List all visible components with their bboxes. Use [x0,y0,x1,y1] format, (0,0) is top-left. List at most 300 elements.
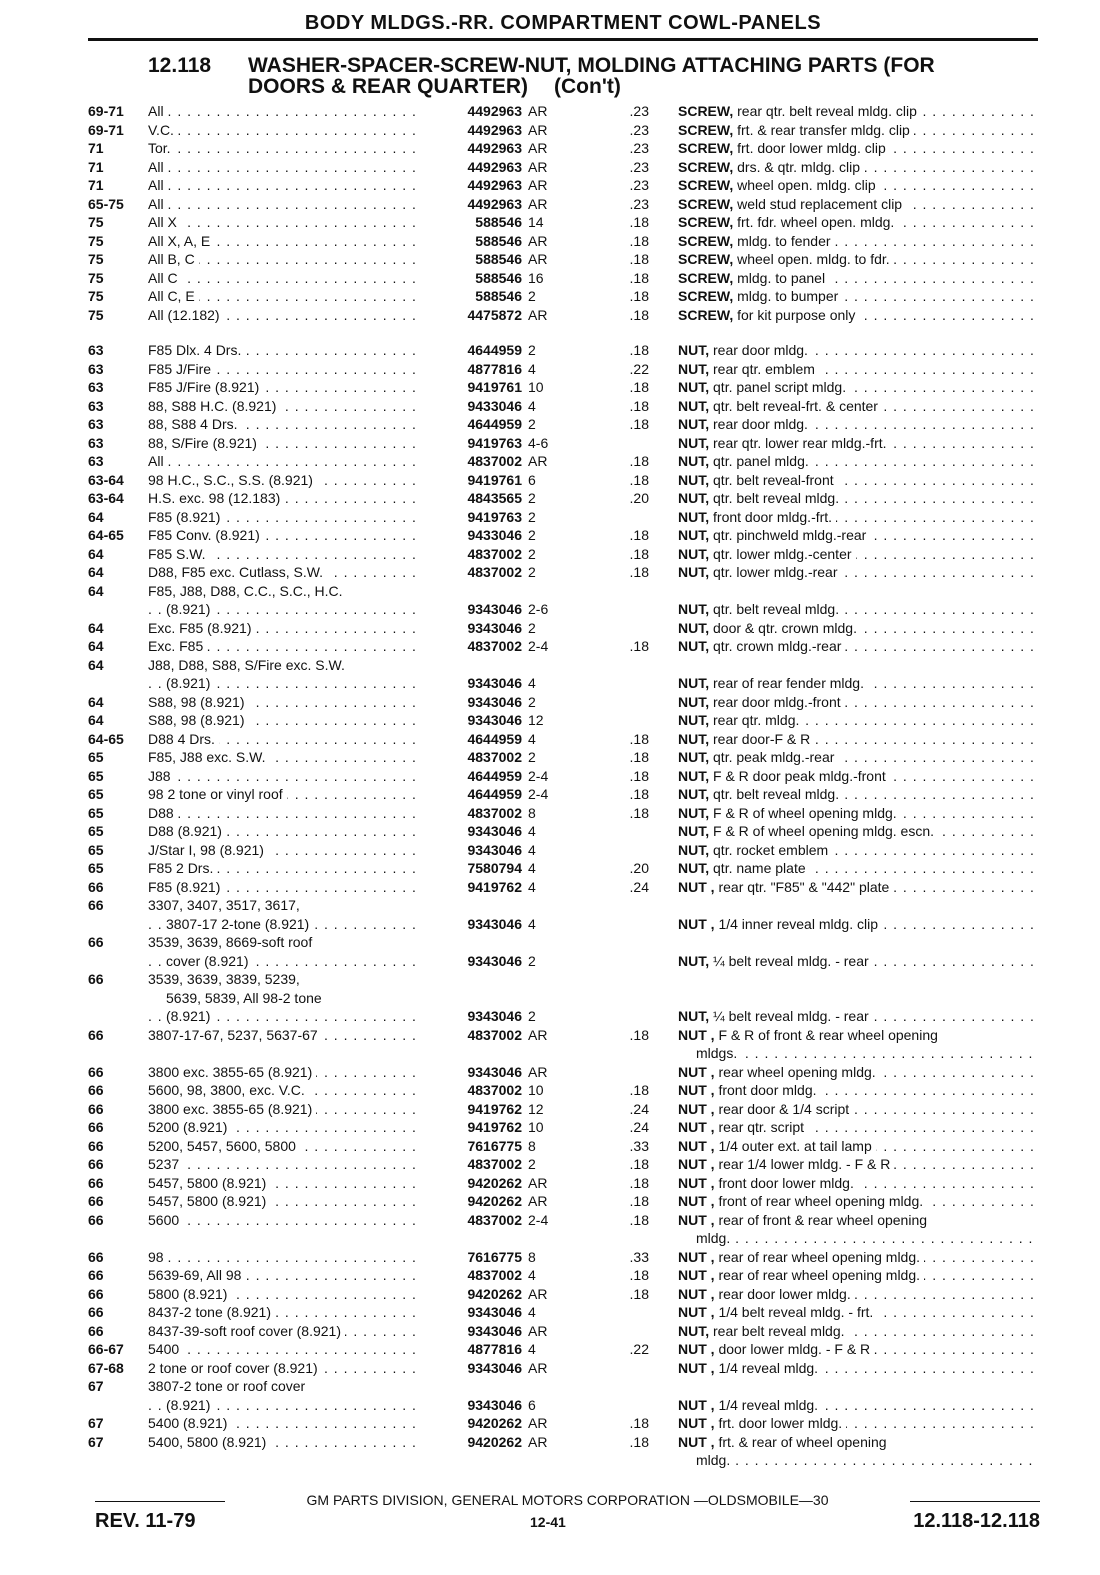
quantity [528,378,578,397]
part-noun: NUT, [678,804,710,821]
parts-row [88,545,1038,564]
model-year [88,1211,148,1230]
part-detail: frt. door lower mldg. [718,1415,843,1431]
model-description-text: S88, 98 (8.921) [148,694,249,710]
list-price [593,878,653,897]
part-description-text [678,196,906,212]
quantity-text: 2 [528,490,540,506]
model-year [88,878,148,897]
model-year-text: 63 [88,398,108,414]
parts-row [88,452,1038,471]
part-description-text [678,1415,846,1431]
part-description [678,102,1038,121]
part-number [438,471,526,490]
part-number [438,785,526,804]
part-noun: NUT, [678,786,710,802]
part-detail: qtr. belt reveal mldg. [713,786,840,802]
list-price-text: .24 [630,1101,653,1117]
quantity [528,397,578,416]
part-number [438,397,526,416]
part-number-text: 7580794 [467,860,526,876]
model-year [88,1137,148,1156]
list-price-text: .18 [630,638,653,654]
parts-row [88,1211,1038,1230]
parts-row [88,195,1038,214]
part-description [678,526,1038,545]
part-number-text: 9343046 [467,953,526,969]
part-detail: qtr. crown mldg.-rear [713,638,842,654]
list-price-text: .23 [630,122,653,138]
quantity-text: 4 [528,675,540,691]
model-year-text: 63 [88,342,108,358]
parts-row [88,378,1038,397]
parts-row [88,1433,1038,1452]
quantity [528,121,578,140]
part-description-text [678,509,836,525]
model-year-text: 65 [88,842,108,858]
part-number [438,1007,526,1026]
part-noun: SCREW, [678,158,734,175]
model-year [88,232,148,251]
dot-leader [696,1229,1038,1248]
list-price [593,1137,653,1156]
model-year [88,508,148,527]
part-description [678,452,1038,471]
parts-row [88,508,1038,527]
model-year-text: 63-64 [88,472,128,488]
list-price-text: .18 [630,307,653,323]
quantity-text: 6 [528,472,540,488]
part-number-text: 4492963 [467,122,526,138]
quantity [528,600,578,619]
list-price [593,269,653,288]
part-description-text [678,1360,822,1376]
dot-leader [696,1451,1038,1470]
model-description-text: 5800 (8.921) [148,1286,231,1302]
quantity [528,915,578,934]
part-number [438,1396,526,1415]
part-detail: rear qtr. lower rear mldg.-frt. [713,434,887,451]
quantity-text: 2-4 [528,1212,552,1228]
quantity-text: 12 [528,712,548,728]
part-description-text [678,342,812,358]
part-description [678,360,1038,379]
part-detail: qtr. belt reveal mldg. [713,490,840,506]
part-number [438,637,526,656]
page-header: BODY MLDGS.-RR. COMPARTMENT COWL-PANELS [88,12,1038,41]
quantity [528,804,578,823]
part-noun: NUT, [678,508,710,525]
model-description-text: 3800 exc. 3855-65 (8.921) [148,1101,316,1117]
part-number [438,1155,526,1174]
parts-row [88,952,1038,971]
model-year-text: 67-68 [88,1360,128,1376]
quantity-text: 4 [528,731,540,747]
list-price [593,1155,653,1174]
quantity-text: AR [528,1286,551,1302]
quantity-text: 4 [528,916,540,932]
model-year-text: 66 [88,1156,108,1172]
model-year-text: 65 [88,860,108,876]
part-detail: rear door mldg. [713,342,808,358]
parts-row [88,1044,1038,1063]
part-number [438,674,526,693]
part-number-text: 4837002 [467,1156,526,1172]
quantity-text: 2 [528,564,540,580]
part-detail: door lower mldg. - F & R [718,1341,871,1357]
quantity [528,822,578,841]
part-number-text: 7616775 [467,1249,526,1265]
parts-row [88,1303,1038,1322]
list-price [593,378,653,397]
part-detail: mldg. to bumper [737,288,839,304]
parts-row [88,397,1038,416]
part-number-text: 4837002 [467,805,526,821]
part-number [438,1100,526,1119]
part-number-text: 4837002 [467,564,526,580]
part-number-text: 4837002 [467,546,526,562]
part-number-text: 9419761 [467,472,526,488]
part-description [678,822,1038,841]
part-description-text [678,749,838,765]
model-year [88,896,148,915]
quantity-text: 2 [528,694,540,710]
parts-row [88,1081,1038,1100]
model-description-text: F85, J88 exc. S.W. [148,749,270,765]
model-year-text: 75 [88,288,108,304]
model-year-text: 69-71 [88,103,128,119]
model-description-text: H.S. exc. 98 (12.183) [148,490,284,506]
model-description-text: 5457, 5800 (8.921) [148,1193,270,1209]
model-year-text: 64 [88,546,108,562]
model-description-text: D88 (8.921) [148,823,226,839]
model-description-text: All B, C [148,251,199,267]
parts-row [88,748,1038,767]
list-price [593,397,653,416]
quantity [528,1081,578,1100]
model-year-text: 66 [88,1286,108,1302]
quantity-text: 4 [528,1304,540,1320]
part-noun: NUT, [678,693,710,710]
list-price-text: .18 [630,398,653,414]
quantity [528,1433,578,1452]
part-noun: NUT, [678,675,710,691]
part-detail: rear wheel opening mldg. [718,1063,876,1080]
part-number-text: 9343046 [467,694,526,710]
model-year-text: 66 [88,1193,108,1209]
quantity [528,306,578,325]
part-description-text [678,805,901,821]
quantity-text: AR [528,1415,551,1431]
parts-row [88,232,1038,251]
model-description-text: 3807-17 2-tone (8.921) [166,916,313,932]
parts-row [88,619,1038,638]
list-price [593,213,653,232]
part-noun: SCREW, [678,103,734,119]
part-noun: SCREW, [678,269,734,286]
quantity-text: 14 [528,214,548,230]
part-number-text: 4837002 [467,1212,526,1228]
part-number-text: 9419762 [467,879,526,895]
part-description-text [678,879,893,895]
model-description-text: F85 J/Fire [148,361,215,377]
part-detail: rear qtr. script [718,1119,805,1135]
model-year [88,415,148,434]
list-price [593,767,653,786]
quantity [528,1303,578,1322]
part-description [678,1248,1038,1267]
part-number-text: 9419763 [467,509,526,525]
quantity [528,1322,578,1341]
quantity-text: AR [528,453,551,469]
parts-row [88,139,1038,158]
dot-leader [696,1044,1038,1063]
part-noun: NUT, [678,767,710,784]
part-description-text [678,1101,853,1117]
part-description [678,139,1038,158]
list-price [593,471,653,490]
quantity-text: 2-6 [528,601,552,617]
part-noun: NUT , [678,1119,715,1135]
part-description-text [678,1175,858,1191]
quantity-text: 2-4 [528,638,552,654]
list-price-text: .18 [630,1156,653,1172]
part-noun: NUT , [678,1341,715,1357]
part-number [438,341,526,360]
quantity-text: 2-4 [528,768,552,784]
part-noun: NUT , [678,1248,715,1265]
list-price-text: .18 [630,1286,653,1302]
part-number-text: 4837002 [467,749,526,765]
quantity [528,619,578,638]
quantity [528,545,578,564]
part-noun: NUT, [678,823,710,839]
model-year [88,619,148,638]
part-description-text [678,1156,894,1172]
quantity [528,1285,578,1304]
model-year [88,489,148,508]
part-noun: NUT, [678,490,710,506]
model-description-text: All C [148,270,182,286]
list-price [593,1211,653,1230]
part-description-text [678,786,843,802]
model-year [88,360,148,379]
quantity [528,1266,578,1285]
part-description-text [678,1008,873,1024]
part-description [678,1433,1038,1452]
model-year-text: 64 [88,509,108,525]
part-number-text: 4877816 [467,1341,526,1357]
quantity [528,360,578,379]
model-description-text: Exc. F85 (8.921) [148,620,256,636]
part-description [678,489,1038,508]
part-detail: rear qtr. mldg. [713,712,800,728]
part-detail: F & R of wheel opening mldg. [713,804,897,821]
parts-row [88,176,1038,195]
list-price [593,158,653,177]
part-detail: frt. fdr. wheel open. mldg. [737,214,895,230]
list-price [593,306,653,325]
part-description [678,341,1038,360]
quantity [528,1211,578,1230]
part-noun: NUT, [678,397,710,414]
list-price [593,1433,653,1452]
part-detail: wheel open. mldg. to fdr. [737,251,890,267]
quantity [528,489,578,508]
quantity-text: 2 [528,546,540,562]
part-number-text: 588546 [475,270,526,286]
model-description-text: J88, D88, S88, S/Fire exc. S.W. [148,657,349,673]
quantity-text: AR [528,1434,551,1450]
model-year [88,1303,148,1322]
part-detail: 1/4 reveal mldg. [718,1396,819,1413]
quantity [528,878,578,897]
part-number [438,1266,526,1285]
part-detail: rear door mldg.-front [713,693,841,710]
model-year [88,693,148,712]
model-description-text: 98 2 tone or vinyl roof [148,786,287,802]
model-year-text: 65-75 [88,196,128,212]
model-year-text: 64 [88,638,108,654]
model-description-text: 8437-2 tone (8.921) [148,1304,275,1320]
parts-row [88,785,1038,804]
part-noun: NUT , [678,1156,715,1172]
model-year [88,1063,148,1082]
part-number [438,139,526,158]
parts-row [88,878,1038,897]
part-number [438,287,526,306]
part-detail: 1/4 outer ext. at tail lamp [718,1137,872,1154]
model-description-text: D88, F85 exc. Cutlass, S.W. [148,564,327,580]
quantity-text: 2 [528,1008,540,1024]
part-noun: SCREW, [678,232,734,249]
model-year [88,250,148,269]
model-year-text: 66-67 [88,1341,128,1357]
dot-leader [148,213,423,232]
quantity-text: 2 [528,1156,540,1172]
list-price [593,804,653,823]
model-year [88,139,148,158]
model-year-text: 64 [88,620,108,636]
part-description-text [678,1286,855,1302]
quantity [528,158,578,177]
dot-leader [148,804,423,823]
list-price [593,415,653,434]
part-description-text [678,270,829,286]
part-detail: 1/4 belt reveal mldg. - frt. [718,1304,874,1320]
part-noun: NUT, [678,749,710,765]
model-year-text: 63 [88,453,108,469]
part-detail: door & qtr. crown mldg. [713,619,857,636]
list-price-text: .18 [630,342,653,358]
quantity-text: 8 [528,805,540,821]
part-description-text [678,435,891,451]
section-range: 12.118-12.118 [913,1510,1040,1532]
quantity-text: AR [528,140,551,156]
quantity-text: AR [528,1360,551,1376]
part-description [678,508,1038,527]
model-year-text: 75 [88,214,108,230]
part-description [678,213,1038,232]
quantity-text: AR [528,177,551,193]
dot-leader [148,121,423,140]
model-description-text: 3539, 3639, 3839, 5239, [148,971,304,987]
parts-row [88,121,1038,140]
model-year-text: 66 [88,1249,108,1265]
part-description [678,287,1038,306]
part-number-text: 9419763 [467,435,526,451]
part-number [438,1211,526,1230]
model-year [88,1340,148,1359]
part-description [678,619,1038,638]
part-description-text [678,601,843,617]
part-number [438,563,526,582]
part-description [678,1081,1038,1100]
part-number-text: 9420262 [467,1434,526,1450]
parts-row [88,582,1038,601]
list-price-text: .23 [630,140,653,156]
parts-row [88,526,1038,545]
model-year [88,730,148,749]
part-description [678,637,1038,656]
part-noun: NUT, [678,730,710,747]
list-price-text: .18 [630,251,653,267]
part-number [438,213,526,232]
quantity [528,1174,578,1193]
list-price-text: .18 [630,270,653,286]
quantity [528,508,578,527]
part-description [678,859,1038,878]
part-number-text: 4843565 [467,490,526,506]
model-description-text: All X, A, E [148,233,214,249]
model-description-text: All [148,159,168,175]
list-price [593,526,653,545]
model-description-text: cover (8.921) [166,953,252,969]
model-description-text: 98 H.C., S.C., S.S. (8.921) [148,472,317,488]
model-description-text: F85 2 Drs. [148,860,217,876]
part-description [678,195,1038,214]
part-detail: rear qtr. belt reveal mldg. clip [737,103,917,119]
model-year [88,213,148,232]
part-description [678,269,1038,288]
part-number [438,1137,526,1156]
part-description-text [678,140,890,156]
model-description [148,656,498,675]
part-description-text [678,472,838,488]
parts-row [88,434,1038,453]
list-price-text: .20 [630,860,653,876]
part-number [438,730,526,749]
part-description-text [678,1341,874,1357]
part-description-continued-text: mldg. [696,1230,734,1246]
model-year [88,822,148,841]
part-number-text: 9343046 [467,601,526,617]
model-year-text: 64 [88,583,108,599]
part-noun: NUT , [678,1137,715,1154]
model-year [88,397,148,416]
footer-division: GM PARTS DIVISION, GENERAL MOTORS CORPORATION —OLDSMOBILE—30 [95,1490,1040,1510]
part-number [438,1303,526,1322]
model-description-text: 3807-17-67, 5237, 5637-67 [148,1027,322,1043]
parts-row [88,804,1038,823]
quantity-text: 2 [528,527,540,543]
part-number [438,306,526,325]
part-description-text [678,1267,924,1283]
list-price [593,1100,653,1119]
part-description-text [678,1193,927,1209]
part-detail: qtr. panel script mldg. [713,379,847,395]
model-year [88,841,148,860]
